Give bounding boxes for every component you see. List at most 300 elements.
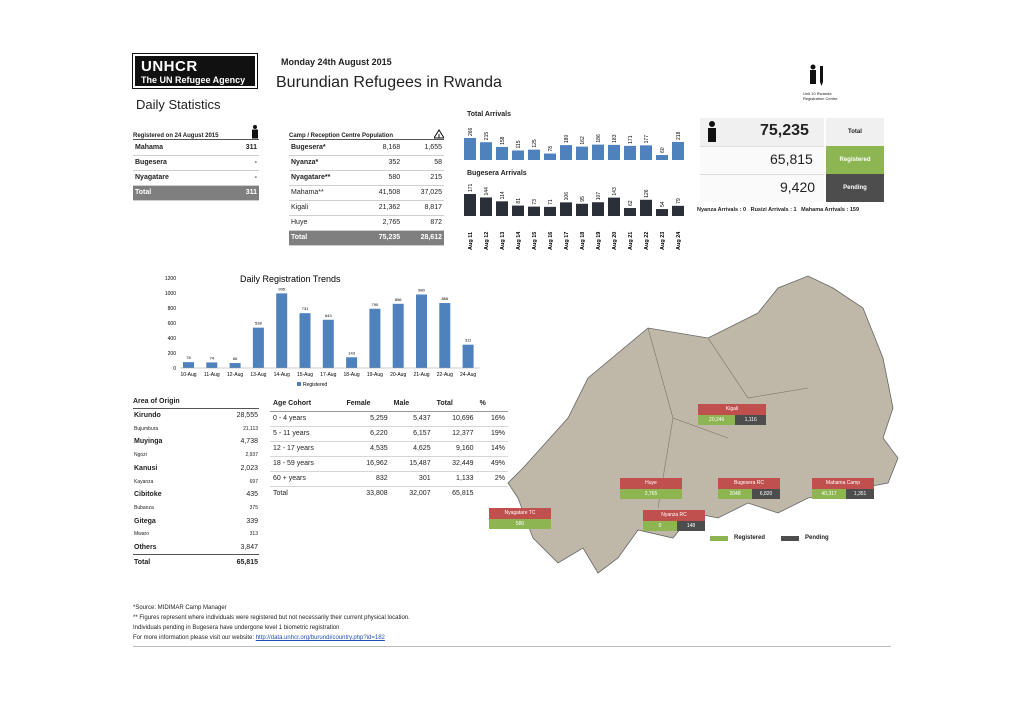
- x-tick-label: 12-Aug: [227, 372, 244, 378]
- bugesera-arrivals-value-label: 62: [628, 200, 634, 207]
- cohort-total-cell: 33,808: [366, 490, 388, 498]
- date-tick-label: Aug 22: [644, 231, 650, 250]
- y-tick-label: 0: [173, 366, 176, 372]
- bugesera-arrivals-value-label: 81: [516, 198, 522, 204]
- chart-title: Daily Registration Trends: [240, 274, 341, 284]
- date-tick-label: Aug 17: [564, 231, 570, 250]
- cohort-cell: 10,696: [434, 411, 477, 426]
- date-tick-label: Aug 13: [500, 231, 506, 250]
- map-location-name: Mahama Camp: [812, 478, 874, 489]
- camp-registered: 8,817: [402, 200, 444, 215]
- bugesera-arrivals-value-label: 171: [468, 183, 474, 192]
- arrivals-line: Nyanza Arrivals : 0 Rusizi Arrivals : 1 Mahama Arrivals : 159: [697, 207, 860, 213]
- footer-divider: [133, 646, 891, 647]
- camp-name: Nyagatare**: [289, 170, 360, 185]
- map-location-box: [489, 508, 551, 529]
- registration-bar: [393, 304, 404, 368]
- bugesera-arrivals-bar: [512, 206, 524, 216]
- total-arrivals-bar: [496, 147, 508, 160]
- table-row: [270, 456, 508, 471]
- origin-value: 4,738: [240, 438, 258, 446]
- camp-population: 352: [360, 155, 402, 170]
- total-arrivals-bar: [672, 142, 684, 160]
- table-row: [133, 170, 259, 185]
- bugesera-arrivals-bar: [528, 207, 540, 216]
- table-row: [133, 409, 259, 422]
- cohort-cell: 6,157: [391, 426, 434, 441]
- bugesera-arrivals-title: Bugesera Arrivals: [467, 170, 527, 177]
- bugesera-arrivals-value-label: 126: [644, 189, 650, 198]
- total-registered: 28,612: [402, 230, 444, 245]
- x-tick-label: 18-Aug: [343, 372, 360, 378]
- cohort-cell: 1,133: [434, 471, 477, 486]
- location-name: Nyagatare: [133, 170, 223, 185]
- camp-name: Kigali: [289, 200, 360, 215]
- camp-population: 580: [360, 170, 402, 185]
- footer-line3: Individuals pending in Bugesera have undergone level 1 biometric registration: [133, 625, 340, 631]
- map-location-name: Bugesera RC: [718, 478, 780, 489]
- total-value: 65,815: [204, 554, 259, 570]
- date-tick-label: Aug 12: [484, 231, 490, 250]
- total-arrivals-value-label: 115: [516, 140, 522, 149]
- total-arrivals-value-label: 162: [580, 136, 586, 145]
- table-row: [133, 488, 259, 501]
- summary-pending-value: 9,420: [780, 179, 816, 195]
- map-location-box: [643, 510, 705, 531]
- camp-name: Huye: [289, 215, 360, 230]
- bar-value-label: 995: [278, 286, 286, 292]
- registration-bar: [183, 362, 194, 368]
- legend-registered-label: Registered: [734, 535, 766, 541]
- total-arrivals-value-label: 218: [676, 131, 682, 140]
- origin-name: Bujumbura: [134, 425, 159, 432]
- legend-label: Registered: [303, 382, 328, 388]
- x-tick-label: 19-Aug: [366, 372, 383, 378]
- camp-population: 2,765: [360, 215, 402, 230]
- total-arrivals-value-label: 183: [612, 134, 618, 143]
- registration-bar: [323, 320, 334, 368]
- camp-name: Nyanza*: [289, 155, 360, 170]
- total-row: [133, 554, 259, 570]
- origin-name: Gitega: [134, 517, 156, 525]
- location-name: Bugesera: [133, 155, 223, 170]
- total-arrivals-value-label: 266: [468, 127, 474, 136]
- cohort-cell: 16%: [477, 411, 508, 426]
- bugesera-arrivals-bar: [544, 207, 556, 216]
- origin-value: 28,555: [236, 412, 258, 420]
- cohort-cell: 12 - 17 years: [270, 441, 343, 456]
- total-arrivals-title: Total Arrivals: [467, 111, 511, 118]
- total-population: 75,235: [360, 230, 402, 245]
- date-tick-label: Aug 21: [628, 231, 634, 250]
- map-registered-value: 0: [643, 521, 677, 531]
- total-arrivals-value-label: 125: [532, 139, 538, 148]
- cohort-cell: 301: [391, 471, 434, 486]
- table-row: [289, 215, 444, 230]
- registration-bar: [346, 357, 357, 368]
- bugesera-arrivals-bar: [480, 197, 492, 216]
- total-arrivals-value-label: 177: [644, 135, 650, 144]
- total-arrivals-value-label: 158: [500, 136, 506, 145]
- footer-notes: [133, 603, 410, 643]
- camp-registered: 1,655: [402, 140, 444, 155]
- origin-name: Bubanza: [134, 504, 154, 511]
- origin-value: 2,023: [240, 464, 258, 472]
- cohort-cell: 2%: [477, 471, 508, 486]
- summary-registered-label: Registered: [826, 146, 884, 174]
- table-row: [133, 501, 259, 514]
- registration-bar: [369, 309, 380, 368]
- bugesera-arrivals-chart: [462, 176, 686, 252]
- total-arrivals-bar: [528, 150, 540, 160]
- bugesera-arrivals-bar: [640, 200, 652, 216]
- area-of-origin-table: [133, 398, 259, 570]
- page-title: Burundian Refugees in Rwanda: [276, 74, 502, 91]
- table-row: [133, 475, 259, 488]
- total-arrivals-bar: [512, 150, 524, 160]
- bugesera-arrivals-value-label: 95: [580, 196, 586, 202]
- footer-line2: ** Figures represent where individuals were registered but not necessarily their current physical location.: [133, 615, 410, 621]
- total-arrivals-bar: [576, 147, 588, 160]
- x-tick-label: 24-Aug: [460, 372, 477, 378]
- map-registered-value: 2,765: [620, 489, 682, 499]
- bugesera-arrivals-value-label: 114: [500, 191, 506, 200]
- bugesera-arrivals-bar: [592, 202, 604, 216]
- map-registered-value: 20,246: [698, 415, 735, 425]
- registration-bar: [253, 328, 264, 368]
- bar-value-label: 643: [324, 312, 332, 318]
- report-date: Monday 24th August 2015: [281, 57, 392, 67]
- camp-name: Mahama**: [289, 185, 360, 200]
- bugesera-arrivals-value-label: 71: [548, 199, 554, 205]
- origin-name: Mwaro: [134, 531, 150, 538]
- total-arrivals-chart: [462, 120, 686, 162]
- total-arrivals-value-label: 215: [484, 131, 490, 141]
- total-arrivals-bar: [560, 145, 572, 160]
- cohort-total-cell: Total: [273, 490, 288, 498]
- x-tick-label: 21-Aug: [413, 372, 430, 378]
- cohort-cell: 15,487: [391, 456, 434, 471]
- total-arrivals-bar: [480, 142, 492, 160]
- registration-centre-label: Unit 10 Rwanda Registration Centre: [803, 91, 838, 101]
- summary-total-label: Total: [826, 118, 884, 146]
- table-row: [133, 449, 259, 462]
- total-arrivals-bar: [624, 146, 636, 160]
- cohort-cell: 5 - 11 years: [270, 426, 343, 441]
- camp-population: 21,362: [360, 200, 402, 215]
- cohort-cell: 832: [343, 471, 390, 486]
- y-tick-label: 400: [167, 336, 176, 342]
- map-pending-value: 1,351: [846, 489, 874, 499]
- bugesera-arrivals-bar: [672, 206, 684, 216]
- cohort-cell: 12,377: [434, 426, 477, 441]
- cohort-cell: 49%: [477, 456, 508, 471]
- bar-value-label: 74: [209, 355, 215, 361]
- origin-name: Kanusi: [134, 464, 158, 472]
- total-arrivals-value-label: 60: [660, 147, 666, 154]
- bar-value-label: 143: [348, 350, 355, 356]
- total-row: [289, 230, 444, 245]
- table-row: [270, 471, 508, 486]
- origin-value: 435: [246, 491, 258, 499]
- camp-registered: 872: [402, 215, 444, 230]
- bugesera-arrivals-value-label: 107: [596, 191, 602, 201]
- header-row: [270, 397, 508, 411]
- table-row: [270, 441, 508, 456]
- location-value: 311: [223, 140, 259, 155]
- total-arrivals-bar: [640, 145, 652, 160]
- legend-pending-label: Pending: [805, 535, 829, 541]
- camp-table-header: Camp / Reception Centre Population: [289, 133, 394, 139]
- map-pending-value: 1,116: [735, 415, 766, 425]
- total-arrivals-bar: [544, 154, 556, 160]
- location-value: -: [223, 170, 259, 185]
- date-tick-label: Aug 14: [516, 231, 522, 250]
- map-location-box: [718, 478, 780, 499]
- daily-statistics-label: Daily Statistics: [136, 97, 221, 112]
- cohort-cell: 0 - 4 years: [270, 411, 343, 426]
- daily-registration-chart: [150, 270, 480, 394]
- cohort-cell: 32,449: [434, 456, 477, 471]
- cohort-cell: 4,625: [391, 441, 434, 456]
- map-location-box: [620, 478, 682, 499]
- footer-line1: *Source: MIDIMAR Camp Manager: [133, 605, 227, 611]
- x-tick-label: 15-Aug: [296, 372, 314, 378]
- bar-value-label: 731: [301, 306, 309, 312]
- bar-value-label: 78: [186, 355, 191, 361]
- column-header: Female: [343, 397, 390, 411]
- map-registered-value: 2048: [718, 489, 752, 499]
- column-header: %: [477, 397, 508, 411]
- total-value: 311: [223, 185, 259, 200]
- cohort-cell: 60 + years: [270, 471, 343, 486]
- table-row: [133, 435, 259, 448]
- footer-line4: For more information please visit our website:: [133, 635, 256, 641]
- bugesera-arrivals-bar: [576, 204, 588, 216]
- origin-value: 313: [249, 531, 258, 538]
- date-tick-label: Aug 24: [676, 231, 682, 250]
- legend-registered-swatch: [710, 536, 728, 541]
- bugesera-arrivals-value-label: 143: [612, 187, 618, 196]
- total-label: Total: [133, 554, 204, 570]
- tent-icon: [434, 129, 444, 139]
- origin-name: Kayanza: [134, 478, 154, 485]
- date-tick-label: Aug 18: [580, 231, 586, 250]
- registered-today-table: [133, 124, 259, 201]
- cohort-cell: 6,220: [343, 426, 390, 441]
- total-arrivals-value-label: 78: [548, 145, 554, 152]
- date-tick-label: Aug 20: [612, 231, 618, 250]
- bar-value-label: 856: [394, 296, 402, 302]
- camp-population-table: [289, 124, 444, 246]
- origin-value: 697: [249, 478, 258, 485]
- cohort-cell: 5,437: [391, 411, 434, 426]
- map-location-name: Kigali: [698, 404, 766, 415]
- registration-bar: [230, 363, 241, 368]
- bugesera-arrivals-value-label: 79: [676, 198, 682, 204]
- total-arrivals-bar: [656, 155, 668, 160]
- cohort-cell: 5,259: [343, 411, 390, 426]
- total-arrivals-value-label: 171: [628, 135, 634, 144]
- cohort-cell: 16,962: [343, 456, 390, 471]
- table-row: [289, 140, 444, 155]
- total-row: [270, 486, 508, 501]
- total-arrivals-value-label: 180: [564, 134, 570, 144]
- bugesera-arrivals-bar: [496, 201, 508, 216]
- logo-line2: The UN Refugee Agency: [141, 75, 246, 85]
- date-tick-label: Aug 23: [660, 231, 666, 250]
- person-icon: [251, 125, 259, 139]
- summary-total-value: 75,235: [760, 122, 809, 139]
- total-label: Total: [289, 230, 360, 245]
- map-pending-value: 6,820: [752, 489, 780, 499]
- rwanda-map: [478, 268, 908, 588]
- legend-pending-swatch: [781, 536, 799, 541]
- y-tick-label: 1200: [164, 276, 176, 282]
- column-header: Age Cohort: [270, 397, 343, 411]
- registration-bar: [300, 313, 311, 368]
- bugesera-arrivals-bar: [624, 208, 636, 216]
- location-name: Mahama: [133, 140, 223, 155]
- map-location-box: [812, 478, 874, 499]
- camp-registered: 215: [402, 170, 444, 185]
- legend-swatch: [297, 382, 301, 386]
- footer-link[interactable]: http://data.unhcr.org/burundi/country.php?id=182: [255, 635, 385, 641]
- bar-value-label: 538: [255, 320, 262, 326]
- bugesera-arrivals-bar: [656, 209, 668, 216]
- bugesera-arrivals-value-label: 144: [484, 187, 490, 196]
- table-row: [133, 541, 259, 554]
- origin-name: Ngozi: [134, 452, 147, 459]
- registration-bar: [416, 295, 427, 369]
- logo-line1: UNHCR: [141, 58, 198, 75]
- cohort-cell: 4,535: [343, 441, 390, 456]
- camp-registered: 37,025: [402, 185, 444, 200]
- x-tick-label: 10-Aug: [180, 372, 197, 378]
- table-row: [133, 515, 259, 528]
- cohort-cell: 18 - 59 years: [270, 456, 343, 471]
- registration-icon: [806, 64, 832, 90]
- map-location-box: [698, 404, 766, 425]
- origin-name: Kirundo: [134, 412, 161, 420]
- y-tick-label: 200: [167, 351, 176, 357]
- table-row: [133, 155, 259, 170]
- map-legend: [710, 535, 829, 541]
- registered-today-header: Registered on 24 August 2015: [133, 133, 219, 139]
- table-row: [270, 411, 508, 426]
- bar-value-label: 980: [418, 287, 425, 293]
- table-row: [289, 185, 444, 200]
- cohort-cell: 14%: [477, 441, 508, 456]
- origin-value: 3,847: [240, 543, 258, 551]
- map-location-name: Huye: [620, 478, 682, 489]
- table-row: [289, 155, 444, 170]
- origin-value: 2,937: [245, 452, 258, 459]
- registration-bar: [463, 345, 474, 368]
- camp-name: Bugesera*: [289, 140, 360, 155]
- y-tick-label: 600: [167, 321, 176, 327]
- map-location-name: Nyanza RC: [643, 510, 705, 521]
- cohort-cell: 9,160: [434, 441, 477, 456]
- camp-population: 8,168: [360, 140, 402, 155]
- age-cohort-table: [270, 397, 508, 501]
- cohort-total-cell: 65,815: [452, 490, 474, 498]
- origin-value: 375: [249, 504, 258, 511]
- cohort-total-cell: 32,007: [409, 490, 431, 498]
- date-tick-label: Aug 16: [548, 231, 554, 250]
- table-row: [133, 140, 259, 155]
- y-tick-label: 800: [167, 306, 176, 312]
- camp-population: 41,508: [360, 185, 402, 200]
- table-row: [289, 170, 444, 185]
- table-row: [133, 528, 259, 541]
- table-row: [133, 462, 259, 475]
- x-tick-label: 14-Aug: [273, 372, 290, 378]
- summary-pending-label: Pending: [826, 174, 884, 202]
- map-pending-value: 148: [677, 521, 705, 531]
- map-location-name: Nyagatare TC: [489, 508, 551, 519]
- date-tick-label: Aug 11: [468, 231, 474, 250]
- total-arrivals-value-label: 186: [596, 134, 602, 143]
- cohort-cell: 19%: [477, 426, 508, 441]
- x-tick-label: 11-Aug: [203, 372, 220, 378]
- bugesera-arrivals-bar: [560, 202, 572, 216]
- person-icon: [706, 121, 718, 143]
- table-row: [289, 200, 444, 215]
- origin-header: Area of Origin: [133, 398, 259, 409]
- total-label: Total: [133, 185, 223, 200]
- y-tick-label: 1000: [164, 291, 176, 297]
- bar-value-label: 311: [464, 337, 472, 343]
- registration-bar: [439, 303, 450, 368]
- origin-name: Cibitoke: [134, 491, 162, 499]
- origin-value: 339: [246, 517, 258, 525]
- location-value: -: [223, 155, 259, 170]
- bugesera-arrivals-value-label: 73: [532, 199, 538, 205]
- summary-panel: [700, 118, 884, 202]
- registration-bar: [206, 362, 217, 368]
- column-header: Male: [391, 397, 434, 411]
- bugesera-arrivals-bar: [464, 194, 476, 216]
- bar-value-label: 66: [232, 356, 238, 362]
- date-tick-label: Aug 19: [596, 231, 602, 250]
- total-arrivals-bar: [464, 138, 476, 160]
- x-tick-label: 13-Aug: [250, 372, 267, 378]
- bugesera-arrivals-value-label: 54: [660, 201, 666, 208]
- x-tick-label: 20-Aug: [390, 372, 407, 378]
- x-tick-label: 22-Aug: [436, 372, 453, 378]
- summary-registered-value: 65,815: [770, 151, 813, 167]
- bar-value-label: 866: [441, 296, 449, 302]
- origin-value: 21,113: [243, 425, 258, 432]
- column-header: Total: [434, 397, 477, 411]
- registration-bar: [276, 293, 287, 368]
- bar-value-label: 790: [371, 301, 379, 307]
- origin-name: Others: [134, 543, 157, 551]
- bugesera-arrivals-value-label: 106: [564, 192, 570, 201]
- total-row: [133, 185, 259, 200]
- total-arrivals-bar: [608, 145, 620, 160]
- date-tick-label: Aug 15: [532, 231, 538, 250]
- map-registered-value: 40,317: [812, 489, 846, 499]
- origin-name: Muyinga: [134, 438, 163, 446]
- total-arrivals-bar: [592, 145, 604, 160]
- table-row: [133, 422, 259, 435]
- camp-registered: 58: [402, 155, 444, 170]
- map-registered-value: 580: [489, 519, 551, 529]
- unhcr-logo: [133, 54, 257, 88]
- table-row: [270, 426, 508, 441]
